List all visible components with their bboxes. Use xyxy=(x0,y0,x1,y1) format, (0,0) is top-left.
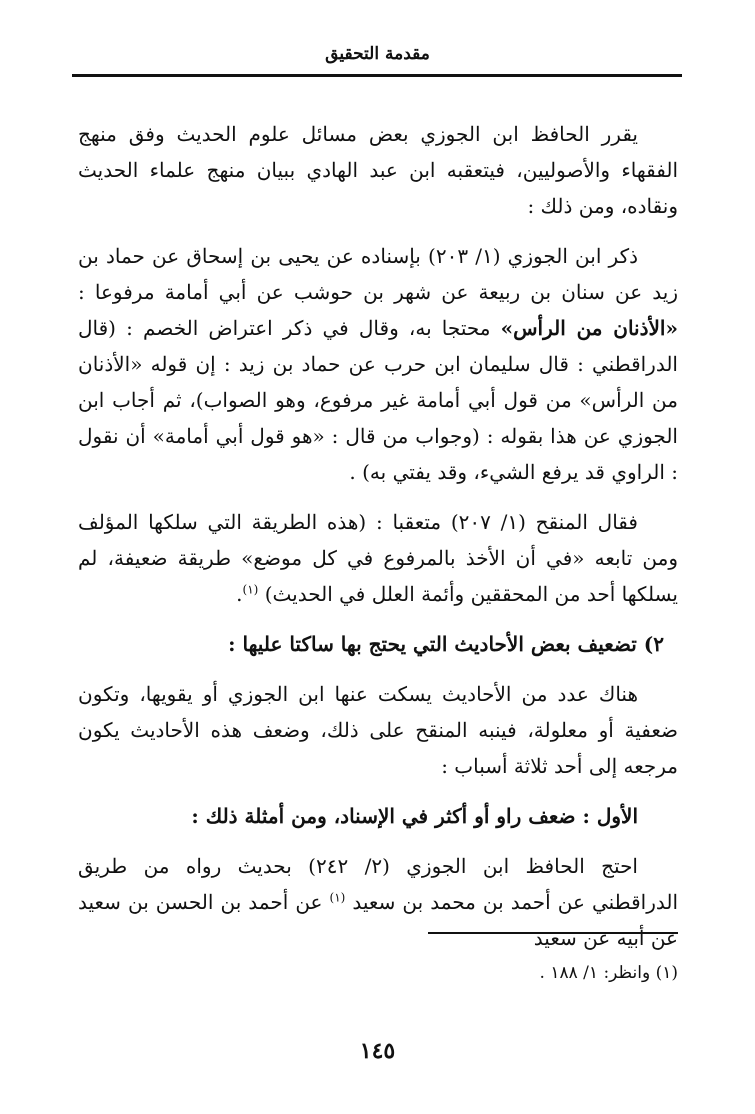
page-number: ١٤٥ xyxy=(359,1038,396,1064)
paragraph-example-part1: ذكر ابن الجوزي (١/ ٢٠٣) بإسناده عن يحيى بن إسحاق عن حماد بن زيد عن سنان بن ربيعة عن شهر بن حوشب عن أبي أمامة مرفوعا : xyxy=(78,244,678,304)
paragraph-intro: يقرر الحافظ ابن الجوزي بعض مسائل علوم الحديث وفق منهج الفقهاء والأصوليين، فيتعقبه ابن عبد الهادي ببيان منهج علماء الحديث ونقاده، ومن ذلك : xyxy=(78,122,678,218)
running-title: مقدمة التحقيق xyxy=(325,44,430,64)
footnote-rule xyxy=(428,932,678,934)
paragraph-critique-text: فقال المنقح (١/ ٢٠٧) متعقبا : (هذه الطريقة التي سلكها المؤلف ومن تابعه «في أن الأخذ بالمرفوع في كل موضع» طريقة ضعيفة، لم يسلكها أحد من المحققين وأئمة العلل في الحديث) xyxy=(78,510,678,606)
subheading-first-reason: الأول : ضعف راو أو أكثر في الإسناد، ومن أمثلة ذلك : xyxy=(191,804,638,828)
paragraph-critique xyxy=(78,504,678,612)
section-heading: ٢) تضعيف بعض الأحاديث التي يحتج بها ساكتا عليها : xyxy=(228,632,664,656)
main-text xyxy=(78,116,678,956)
header-rule xyxy=(72,74,682,77)
footnote-ref: (١) xyxy=(329,890,346,905)
paragraph-hadith-chain-part1: احتج الحافظ ابن الجوزي (٢/ ٢٤٢) بحديث رواه من طريق الدراقطني عن أحمد بن محمد بن سعيد xyxy=(78,854,678,914)
footnote-1: (١) وانظر: ١/ ١٨٨ . xyxy=(539,963,678,983)
paragraph-hadith-chain-part2: عن أحمد بن الحسن بن سعيد عن أبيه عن سعيد xyxy=(78,890,678,950)
paragraph-hadith-chain xyxy=(78,848,678,956)
footnote-ref: (١) xyxy=(242,582,259,597)
paragraph-critique-end: . xyxy=(236,582,243,606)
hadith-quote: «الأذنان من الرأس» xyxy=(500,316,678,340)
paragraph-example-part2: محتجا به، وقال في ذكر اعتراض الخصم : (قال الدراقطني : قال سليمان ابن حرب عن حماد بن زيد : إن قوله «الأذنان من الرأس» من قول أبي أمامة غير مرفوع، وهو الصواب)، ثم أجاب ابن الجوزي عن هذا بقوله : (وجواب من قال : «هو قول أبي أمامة» أن نقول : الراوي قد يرفع الشيء، وقد يفتي به) . xyxy=(78,316,678,484)
paragraph-example xyxy=(78,238,678,490)
paragraph-reasons: هناك عدد من الأحاديث يسكت عنها ابن الجوزي أو يقويها، وتكون ضعفية أو معلولة، فينبه المنقح على ذلك، وضعف هذه الأحاديث يكون مرجعه إلى أحد ثلاثة أسباب : xyxy=(78,682,678,778)
